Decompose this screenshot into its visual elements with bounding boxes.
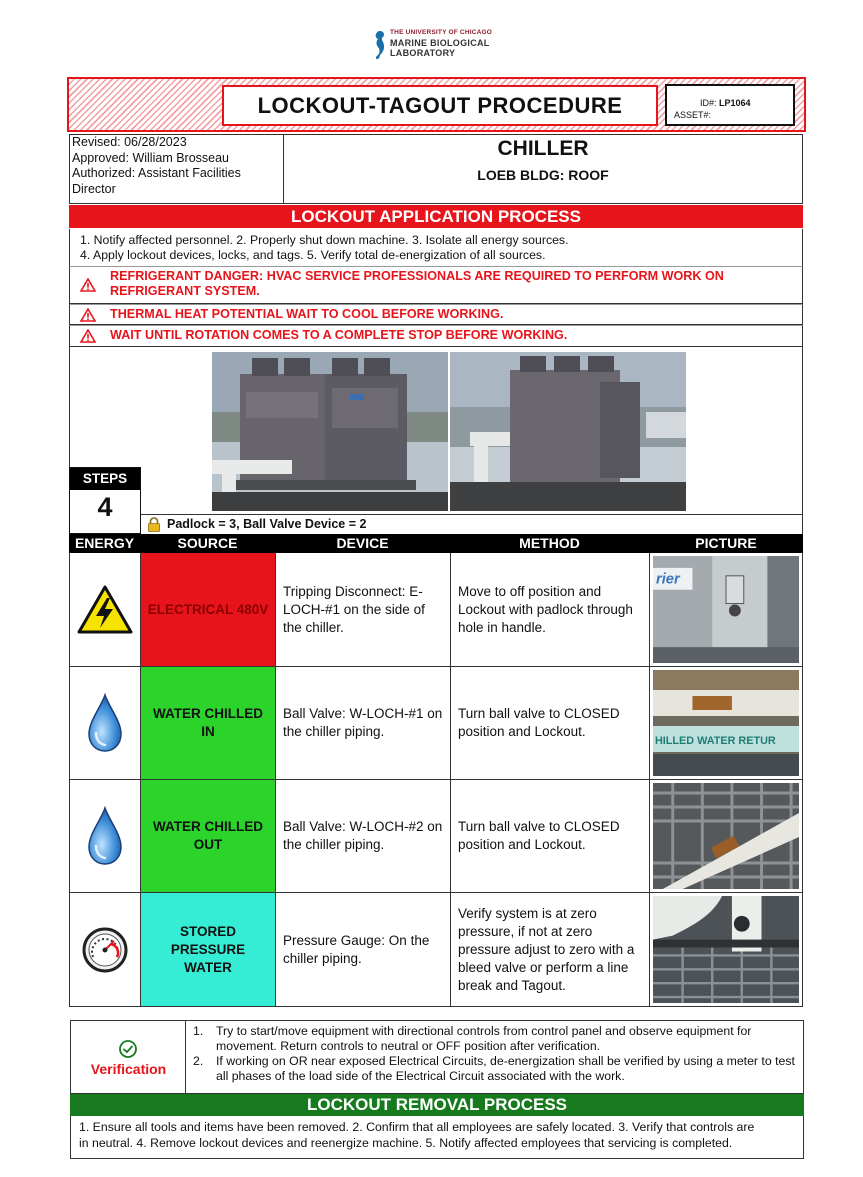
header-source: SOURCE — [177, 535, 238, 551]
steps-count: 4 — [97, 492, 113, 522]
header-energy: ENERGY — [74, 535, 135, 551]
authorized-by-line1: Authorized: Assistant Facilities — [72, 166, 241, 180]
warning-refrigerant — [69, 266, 803, 304]
header-device: DEVICE — [336, 535, 389, 551]
pipe-label-text: HILLED WATER RETUR — [654, 734, 776, 748]
logo-lab-line: LABORATORY — [390, 48, 456, 58]
high-voltage-icon — [76, 584, 134, 636]
device-cell: Ball Valve: W-LOCH-#2 on the chiller piping. — [276, 780, 451, 892]
item-text: If working on OR near exposed Electrical Circuits, de-energization shall be verified by using a meter to test all phases of the load side of the Electrical Circuit associated with the work. — [216, 1054, 795, 1083]
source-water-in: WATER CHILLED IN — [141, 667, 276, 779]
removal-steps — [70, 1116, 804, 1159]
energy-cell — [70, 667, 141, 779]
equipment-name: CHILLER — [497, 137, 589, 160]
verification-item — [186, 1054, 799, 1084]
picture-pressure-gauge — [650, 893, 802, 1006]
approved-by: Approved: William Brosseau — [72, 150, 230, 165]
seahorse-icon — [372, 30, 386, 60]
header-method: METHOD — [519, 535, 580, 551]
warning-triangle-icon — [80, 308, 96, 322]
method-cell: Turn ball valve to CLOSED position and Lockout. — [451, 780, 650, 892]
padlock-icon — [147, 517, 161, 532]
procedure-header — [67, 77, 806, 132]
application-steps-line2: 4. Apply lockout devices, locks, and tags. 5. Verify total de-energization of all sources. — [80, 248, 546, 262]
source-water-out: WATER CHILLED OUT — [141, 780, 276, 892]
devices-summary: Padlock = 3, Ball Valve Device = 2 — [167, 517, 367, 531]
authorized-by-line2: Director — [72, 181, 116, 196]
source-stored-pressure: STORED PRESSURE WATER — [141, 893, 276, 1006]
picture-valve-in — [650, 667, 802, 779]
device-cell: Pressure Gauge: On the chiller piping. — [276, 893, 451, 1006]
valve-in-photo — [653, 670, 799, 776]
warning-text: WAIT UNTIL ROTATION COMES TO A COMPLETE STOP BEFORE WORKING. — [110, 328, 568, 342]
header-picture: PICTURE — [695, 535, 757, 551]
id-label: ID#: — [700, 98, 717, 108]
warning-text: REFRIGERANT DANGER: HVAC SERVICE PROFESSIONALS ARE REQUIRED TO PERFORM WORK ON REFRIGERANT SYSTEM. — [110, 269, 724, 298]
energy-cell — [70, 780, 141, 892]
application-steps — [69, 229, 803, 266]
asset-label: ASSET#: — [674, 110, 712, 120]
chiller-photo-side — [450, 352, 686, 511]
picture-brand-text: rier — [655, 571, 680, 588]
logo-university-line: THE UNIVERSITY OF CHICAGO — [390, 29, 493, 36]
revised-date: Revised: 06/28/2023 — [72, 135, 187, 149]
steps-label: STEPS — [70, 468, 140, 490]
removal-steps-line1: 1. Ensure all tools and items have been removed. 2. Confirm that all employees are safely located. 3. Verify that controls are — [79, 1120, 755, 1134]
verification-item — [186, 1024, 799, 1054]
warning-triangle-icon — [80, 329, 96, 343]
mbl-logo — [370, 28, 520, 62]
device-cell: Ball Valve: W-LOCH-#1 on the chiller piping. — [276, 667, 451, 779]
devices-summary-row — [141, 514, 803, 534]
water-drop-icon — [86, 693, 124, 753]
id-box — [665, 84, 795, 126]
picture-valve-out — [650, 780, 802, 892]
table-row — [69, 667, 803, 780]
equipment-location: LOEB BLDG: ROOF — [477, 167, 609, 183]
verification-items — [186, 1024, 799, 1084]
application-process-title: LOCKOUT APPLICATION PROCESS — [69, 205, 803, 228]
verification-label: Verification — [90, 1061, 167, 1077]
id-value: LP1064 — [719, 98, 751, 108]
removal-process-title: LOCKOUT REMOVAL PROCESS — [70, 1094, 804, 1116]
table-row — [69, 553, 803, 667]
disconnect-photo — [653, 556, 799, 663]
warning-triangle-icon — [80, 278, 96, 292]
steps-box — [69, 467, 141, 534]
pressure-gauge-icon — [81, 926, 129, 974]
item-number: 1. — [193, 1024, 204, 1038]
verification-label-cell — [71, 1021, 186, 1093]
warning-thermal — [69, 304, 803, 325]
verification-section — [70, 1020, 804, 1094]
valve-out-photo — [653, 783, 799, 889]
warning-rotation — [69, 325, 803, 347]
pressure-gauge-photo — [653, 896, 799, 1003]
item-number: 2. — [193, 1054, 204, 1068]
table-row — [69, 780, 803, 893]
procedure-title: LOCKOUT-TAGOUT PROCEDURE — [257, 92, 623, 118]
method-cell: Turn ball valve to CLOSED position and Lockout. — [451, 667, 650, 779]
energy-cell — [70, 893, 141, 1006]
table-row — [69, 893, 803, 1007]
revision-info — [70, 135, 284, 203]
check-circle-icon — [118, 1039, 138, 1059]
device-cell: Tripping Disconnect: E-LOCH-#1 on the side of the chiller. — [276, 553, 451, 666]
method-cell: Verify system is at zero pressure, if not at zero pressure adjust to zero with a bleed valve or perform a line break and Tagout. — [451, 893, 650, 1006]
application-steps-line1: 1. Notify affected personnel. 2. Properly shut down machine. 3. Isolate all energy sources. — [80, 233, 569, 247]
info-row — [69, 134, 803, 204]
energy-cell — [70, 553, 141, 666]
picture-disconnect — [650, 553, 802, 666]
water-drop-icon — [86, 806, 124, 866]
warning-text: THERMAL HEAT POTENTIAL WAIT TO COOL BEFORE WORKING. — [110, 307, 504, 321]
procedure-title-box — [222, 85, 658, 126]
energy-table-header — [69, 534, 803, 553]
id-line — [700, 98, 751, 108]
method-cell: Move to off position and Lockout with padlock through hole in handle. — [451, 553, 650, 666]
source-electrical: ELECTRICAL 480V — [141, 553, 276, 666]
item-text: Try to start/move equipment with directional controls from control panel and observe equipment for movement. Return controls to neutral or OFF position after verification. — [216, 1024, 752, 1053]
chiller-photo-front — [212, 352, 448, 511]
removal-steps-line2: in neutral. 4. Remove lockout devices and reenergize machine. 5. Notify affected employees that servicing is completed. — [79, 1136, 733, 1150]
logo-name-line: MARINE BIOLOGICAL — [390, 38, 490, 48]
